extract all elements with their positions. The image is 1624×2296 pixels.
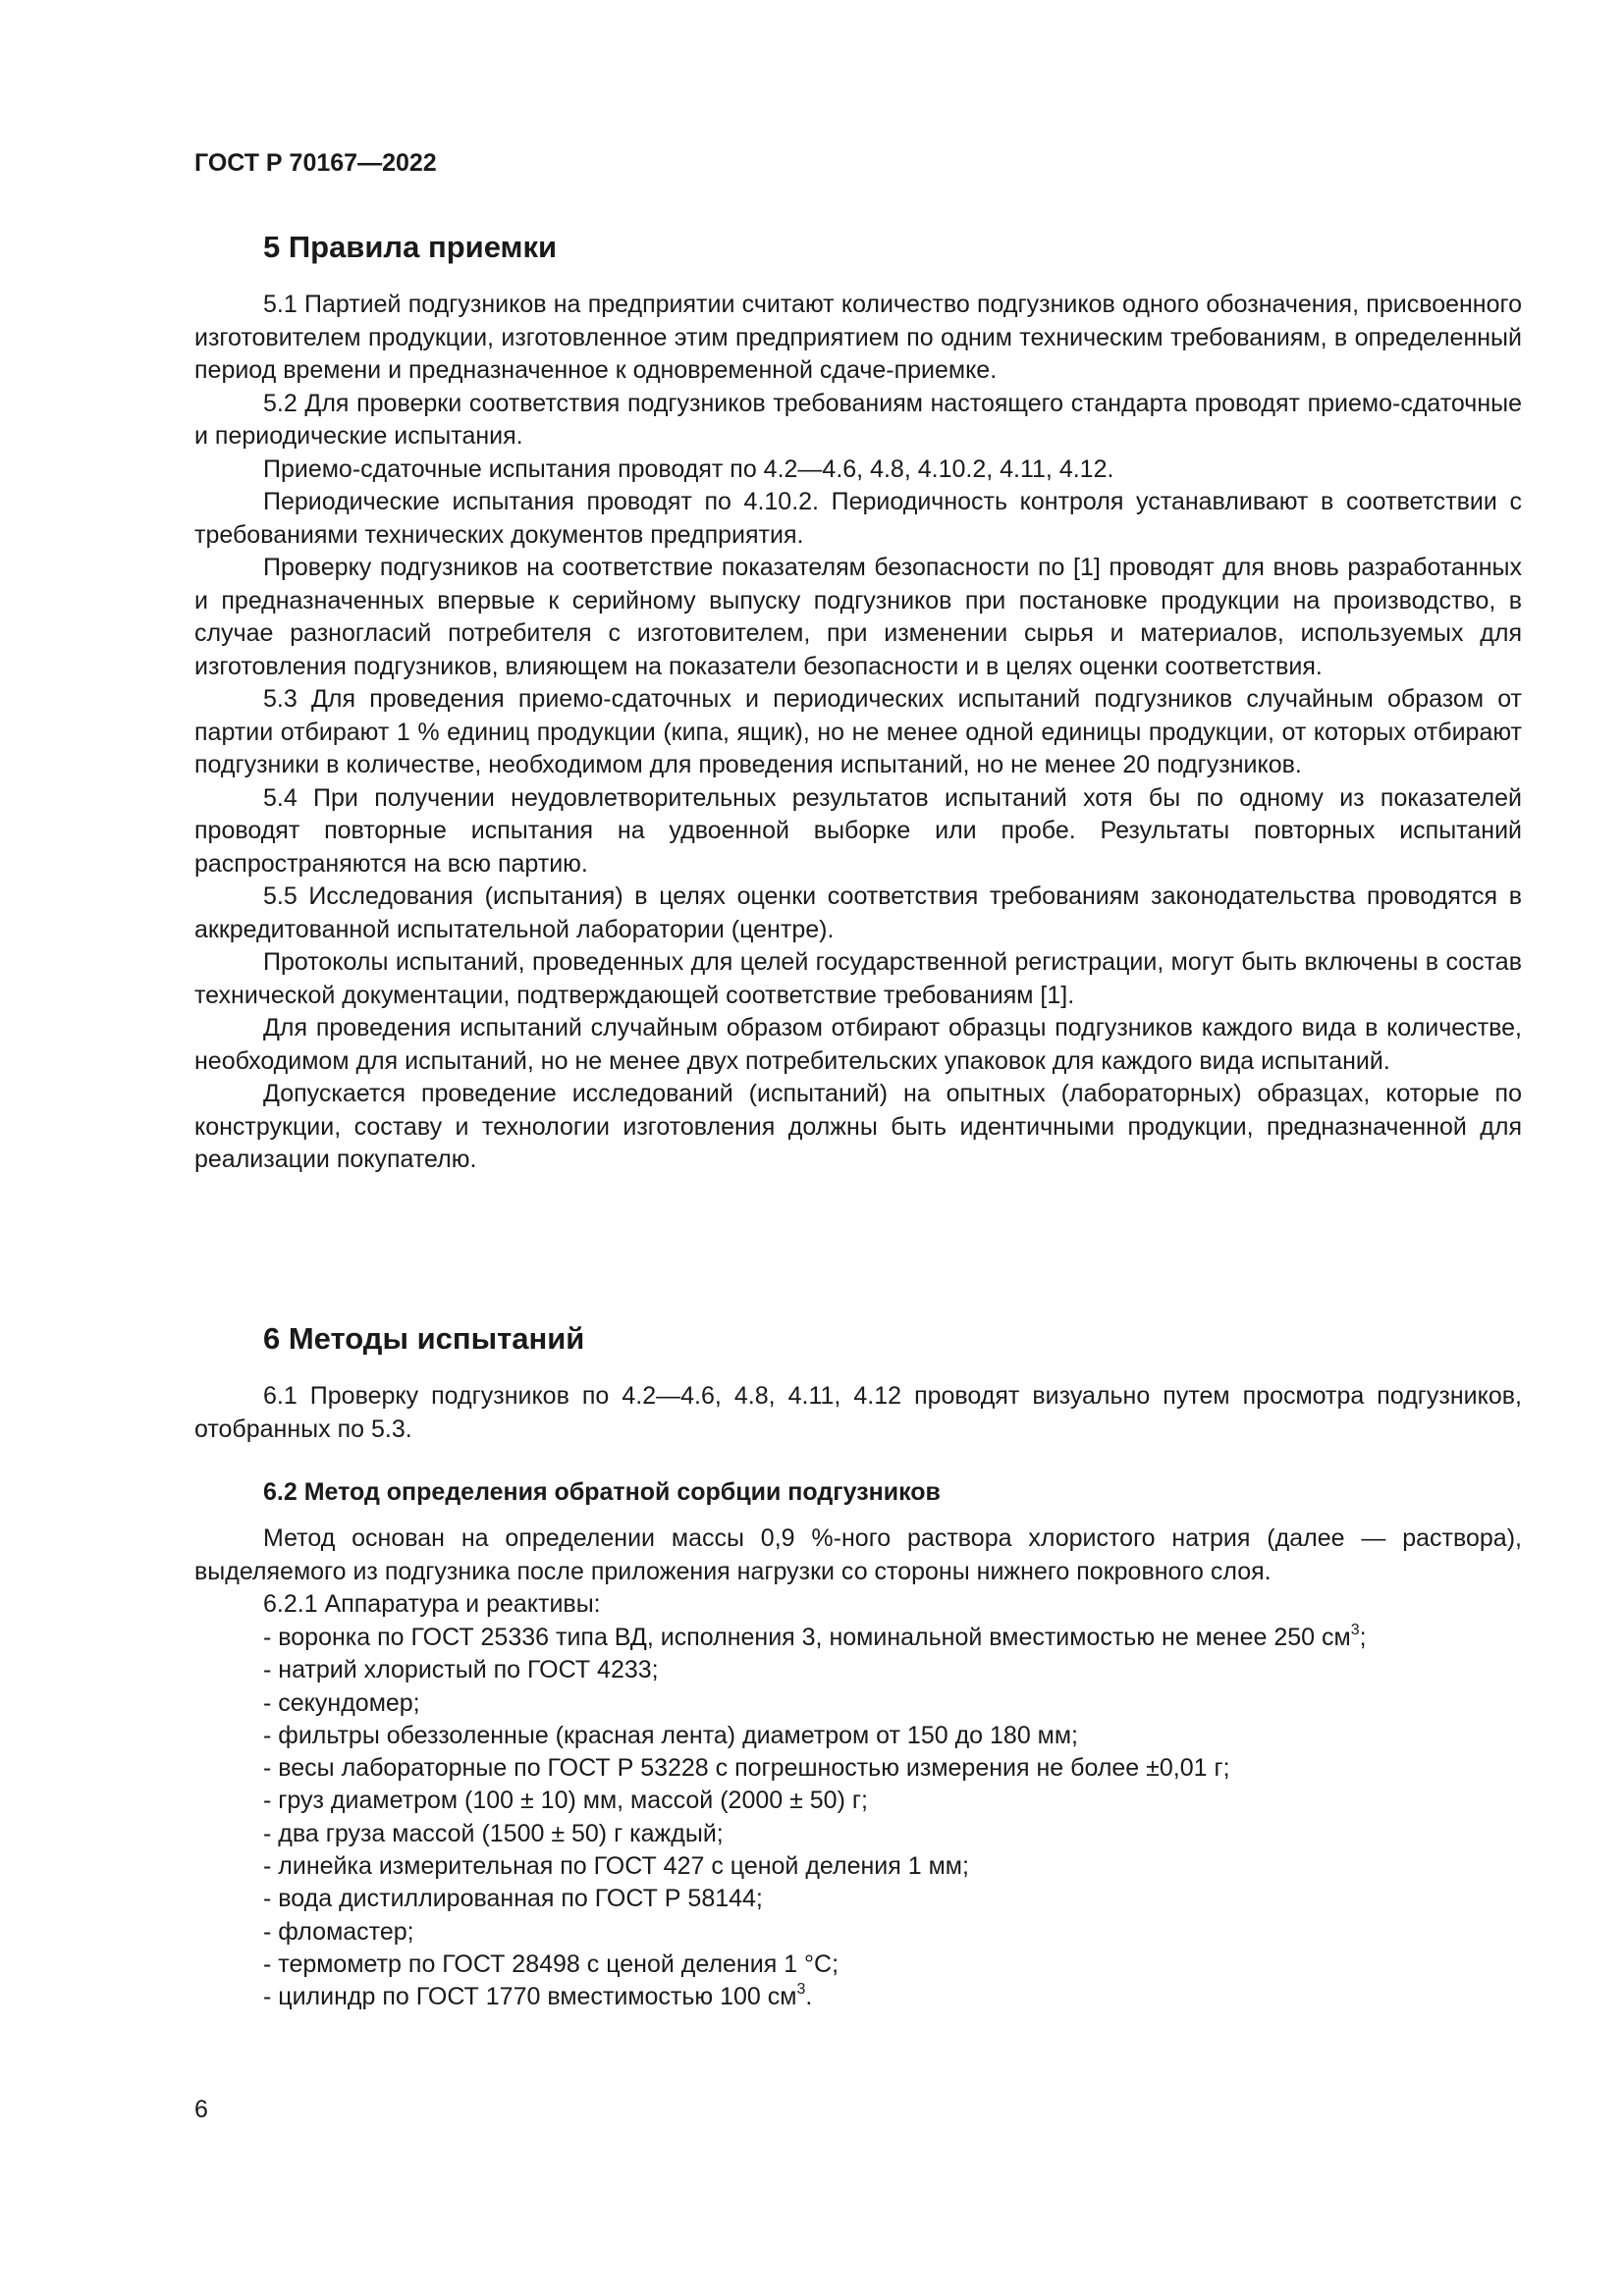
list-item: - секундомер; bbox=[263, 1688, 420, 1717]
paragraph-5-2: 5.2 Для проверки соответствия подгузников требованиям настоящего стандарта проводят приемо-сдаточные и периодические испытания. bbox=[194, 389, 1522, 450]
document-header: ГОСТ Р 70167—2022 bbox=[194, 149, 437, 177]
paragraph-5-3: 5.3 Для проведения приемо-сдаточных и периодических испытаний подгузников случайным образом от партии отбирают 1 % единиц продукции (кипа, ящик), но не менее одной единицы продукции, от которых отбирают подгузники в количестве, необходимом для проведения испытаний, но не менее 20 подгузников. bbox=[194, 685, 1522, 778]
section-5-body bbox=[194, 289, 1522, 1177]
paragraph-6-1-block bbox=[194, 1380, 1522, 1446]
list-item: - воронка по ГОСТ 25336 типа ВД, исполнения 3, номинальной вместимостью не менее 250 $см^3$; bbox=[263, 1621, 1367, 1651]
paragraph-periodic-tests: Периодические испытания проводят по 4.10.2. Периодичность контроля устанавливают в соответствии с требованиями технических документов предприятия. bbox=[194, 488, 1522, 549]
paragraph-6-1: 6.1 Проверку подгузников по 4.2—4.6, 4.8, 4.11, 4.12 проводят визуально путем просмотра подгузников, отобранных по 5.3. bbox=[194, 1382, 1522, 1443]
paragraph-sampling: Для проведения испытаний случайным образом отбирают образцы подгузников каждого вида в количестве, необходимом для испытаний, но не менее двух потребительских упаковок для каждого вида испытаний. bbox=[194, 1014, 1522, 1075]
paragraph-5-5: 5.5 Исследования (испытания) в целях оценки соответствия требованиям законодательства проводятся в аккредитованной испытательной лаборатории (центре). bbox=[194, 882, 1522, 943]
list-item: - фильтры обеззоленные (красная лента) диаметром от 150 до 180 мм; bbox=[263, 1721, 1079, 1749]
paragraph-acceptance-tests: Приемо-сдаточные испытания проводят по 4.2—4.6, 4.8, 4.10.2, 4.11, 4.12. bbox=[263, 454, 1114, 483]
list-item: - фломастер; bbox=[263, 1917, 414, 1946]
paragraph-safety-check: Проверку подгузников на соответствие показателям безопасности по [1] проводят для вновь разработанных и предназначенных впервые к серийному выпуску подгузников при постановке продукции на производство, в случае разногласий потребителя с изготовителем, при изменении сырья и материалов, используемых для изготовления подгузников, влияющем на показатели безопасности и в целях оценки соответствия. bbox=[194, 554, 1522, 680]
apparatus-list bbox=[263, 1622, 1367, 2014]
subsection-6-2-title: 6.2 Метод определения обратной сорбции подгузников bbox=[263, 1478, 941, 1506]
list-item: - натрий хлористый по ГОСТ 4233; bbox=[263, 1656, 659, 1684]
superscript: 3 bbox=[1350, 1621, 1360, 1638]
page-number: 6 bbox=[194, 2096, 208, 2123]
list-item: - цилиндр по ГОСТ 1770 вместимостью 100 $см^3$. bbox=[263, 1980, 813, 2011]
section-5-title: 5 Правила приемки bbox=[263, 230, 558, 264]
list-item: - вода дистиллированная по ГОСТ Р 58144; bbox=[263, 1885, 763, 1913]
superscript: 3 bbox=[796, 1980, 806, 1998]
paragraph-5-1: 5.1 Партией подгузников на предприятии считают количество подгузников одного обозначения, присвоенного изготовителем продукции, изготовленное этим предприятием по одним техническим требованиям, в определенный период времени и предназначенное к одновременной сдаче-приемке. bbox=[194, 291, 1522, 384]
list-item: - термометр по ГОСТ 28498 с ценой деления 1 °С; bbox=[263, 1949, 839, 1978]
paragraph-method: Метод основан на определении массы 0,9 %-ного раствора хлористого натрия (далее — раствора), выделяемого из подгузника после приложения нагрузки со стороны нижнего покровного слоя. bbox=[194, 1524, 1522, 1585]
paragraph-5-4: 5.4 При получении неудовлетворительных результатов испытаний хотя бы по одному из показателей проводят повторные испытания на удвоенной выборке или пробе. Результаты повторных испытаний распространяются на всю партию. bbox=[194, 783, 1522, 878]
list-item: - линейка измерительная по ГОСТ 427 с ценой деления 1 мм; bbox=[263, 1852, 969, 1881]
section-6-title: 6 Методы испытаний bbox=[263, 1321, 585, 1356]
paragraph-apparatus-title: 6.2.1 Аппаратура и реактивы: bbox=[263, 1590, 601, 1618]
list-item: - весы лабораторные по ГОСТ Р 53228 с погрешностью измерения не более ±0,01 г; bbox=[263, 1754, 1230, 1783]
method-block bbox=[194, 1522, 1522, 1622]
list-item: - груз диаметром (100 ± 10) мм, массой (2000 ± 50) г; bbox=[263, 1787, 868, 1815]
list-item: - два груза массой (1500 ± 50) г каждый; bbox=[263, 1819, 724, 1847]
paragraph-prototypes: Допускается проведение исследований (испытаний) на опытных (лабораторных) образцах, которые по конструкции, составу и технологии изготовления должны быть идентичными продукции, предназначенной для реализации покупателю. bbox=[194, 1080, 1522, 1173]
paragraph-protocols: Протоколы испытаний, проведенных для целей государственной регистрации, могут быть включены в состав технической документации, подтверждающей соответствие требованиям [1]. bbox=[194, 948, 1522, 1009]
